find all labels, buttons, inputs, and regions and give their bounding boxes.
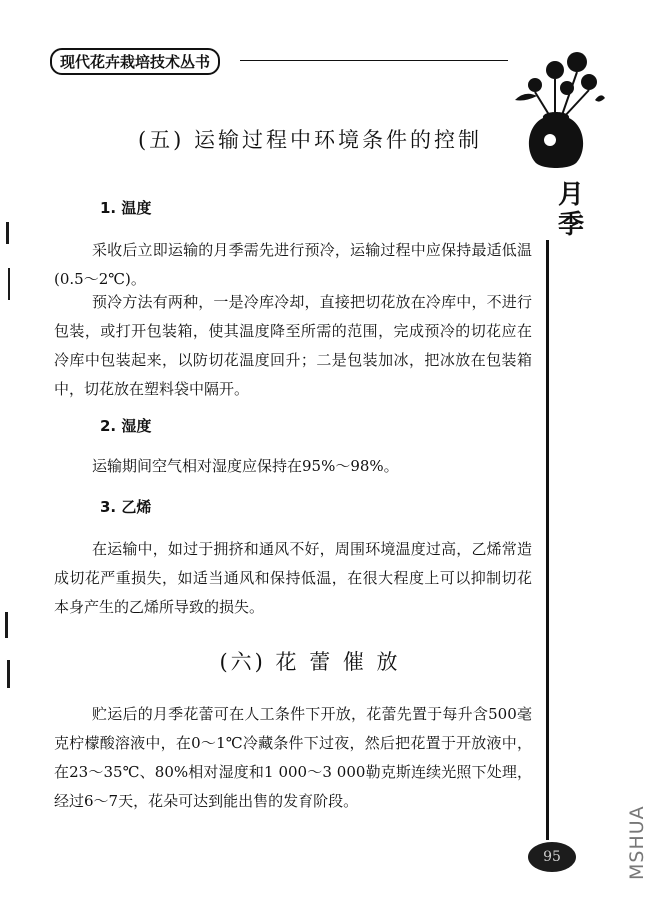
- scan-mark: [8, 268, 10, 300]
- scan-mark: [5, 612, 8, 638]
- scan-mark: [6, 222, 9, 244]
- subsection-heading: 2. 湿度: [100, 417, 152, 435]
- paragraph: 采收后立即运输的月季需先进行预冷，运输过程中应保持最适低温(0.5～2℃)。: [54, 241, 532, 288]
- page-number: 95: [528, 842, 576, 872]
- paragraph: 在运输中，如过于拥挤和通风不好，周围环境温度过高，乙烯常造成切花严重损失，如适当通风和保持低温，在很大程度上可以抑制切花本身产生的乙烯所导致的损失。: [54, 540, 532, 616]
- section-title: (五) 运输过程中环境条件的控制: [137, 128, 483, 152]
- section-title: (六) 花 蕾 催 放: [219, 650, 401, 674]
- side-rule: [546, 240, 549, 840]
- header-rule: [240, 60, 508, 61]
- subsection-heading: 1. 温度: [100, 199, 152, 217]
- subsection-heading: 3. 乙烯: [100, 498, 152, 516]
- scan-mark: [7, 660, 10, 688]
- paragraph: 运输期间空气相对湿度应保持在95%～98%。: [92, 457, 399, 475]
- paragraph: 贮运后的月季花蕾可在人工条件下开放，花蕾先置于每升含500毫克柠檬酸溶液中，在0～1℃冷藏条件下过夜，然后把花置于开放液中，在23～35℃、80%相对湿度和1 000～3 000勒克斯连续光照下处理，经过6～7天，花朵可达到能出售的发育阶段。: [54, 705, 532, 810]
- series-title: 现代花卉栽培技术丛书: [50, 48, 220, 75]
- paragraph: 预冷方法有两种，一是冷库冷却，直接把切花放在冷库中，不进行包装，或打开包装箱，使其温度降至所需的范围，完成预冷的切花应在冷库中包装起来，以防切花温度回升；二是包装加冰，把冰放在包装箱中，切花放在塑料袋中隔开。: [54, 293, 532, 398]
- flower-vase-icon: [505, 40, 605, 180]
- watermark: MSHUA: [626, 805, 648, 880]
- chapter-side-label: 月季: [557, 180, 584, 240]
